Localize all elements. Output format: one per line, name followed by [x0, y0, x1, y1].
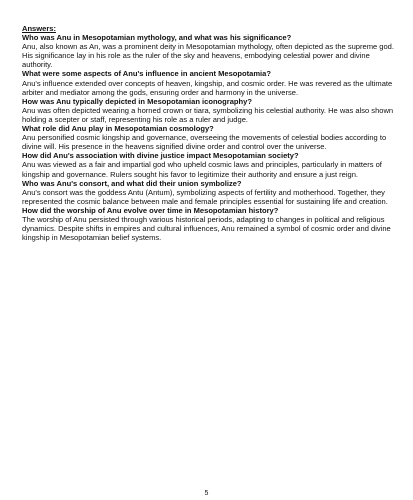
qa-item — [22, 151, 394, 178]
question-text: What role did Anu play in Mesopotamian cosmology? — [22, 124, 214, 134]
question-text: What were some aspects of Anu's influence in ancient Mesopotamia? — [22, 69, 271, 79]
answers-heading: Answers: — [22, 24, 56, 33]
answer-text: The worship of Anu persisted through various historical periods, adapting to changes in political and religious dynamics. Despite shifts in empires and cultural influences, Anu remained a symbol of cosmic order and divine kingship in Mesopotamian belief systems. — [22, 214, 391, 243]
question-text: Who was Anu in Mesopotamian mythology, and what was his significance? — [22, 33, 292, 43]
question-text: Who was Anu's consort, and what did their union symbolize? — [22, 178, 242, 188]
question-text: How did the worship of Anu evolve over time in Mesopotamian history? — [22, 205, 279, 215]
answer-text: Anu was viewed as a fair and impartial god who upheld cosmic laws and principles, particularly in matters of kingship and governance. Rulers sought his favor to legitimize their authority and ensure a just reign. — [22, 160, 382, 179]
qa-item — [22, 33, 394, 69]
qa-item — [22, 206, 394, 242]
qa-item — [22, 124, 394, 151]
question-text: How did Anu's association with divine justice impact Mesopotamian society? — [22, 151, 299, 161]
qa-item — [22, 97, 394, 124]
document-body — [22, 24, 394, 242]
answer-text: Anu's influence extended over concepts of heaven, kingship, and cosmic order. He was revered as the ultimate arbiter and mediator among the gods, ensuring order and harmony in the universe. — [22, 78, 393, 97]
qa-item — [22, 69, 394, 96]
qa-item — [22, 179, 394, 206]
answer-text: Anu was often depicted wearing a horned crown or tiara, symbolizing his celestial authority. He was also shown holding a scepter or staff, representing his role as a ruler and judge. — [22, 105, 394, 124]
answer-text: Anu, also known as An, was a prominent deity in Mesopotamian mythology, often depicted as the supreme god. His significance lay in his role as the ruler of the sky and heavens, embodying celestial power and divine authority. — [22, 42, 394, 70]
question-text: How was Anu typically depicted in Mesopotamian iconography? — [22, 96, 252, 106]
answer-text: Anu personified cosmic kingship and governance, overseeing the movements of celestial bodies according to divine will. His presence in the heavens signified divine order and control over the universe. — [22, 133, 387, 152]
page-number: 5 — [204, 490, 209, 497]
answer-text: Anu's consort was the goddess Antu (Antum), symbolizing aspects of fertility and motherhood. Together, they represented the cosmic balance between male and female principles essential for sustaining life and creation. — [22, 187, 388, 206]
